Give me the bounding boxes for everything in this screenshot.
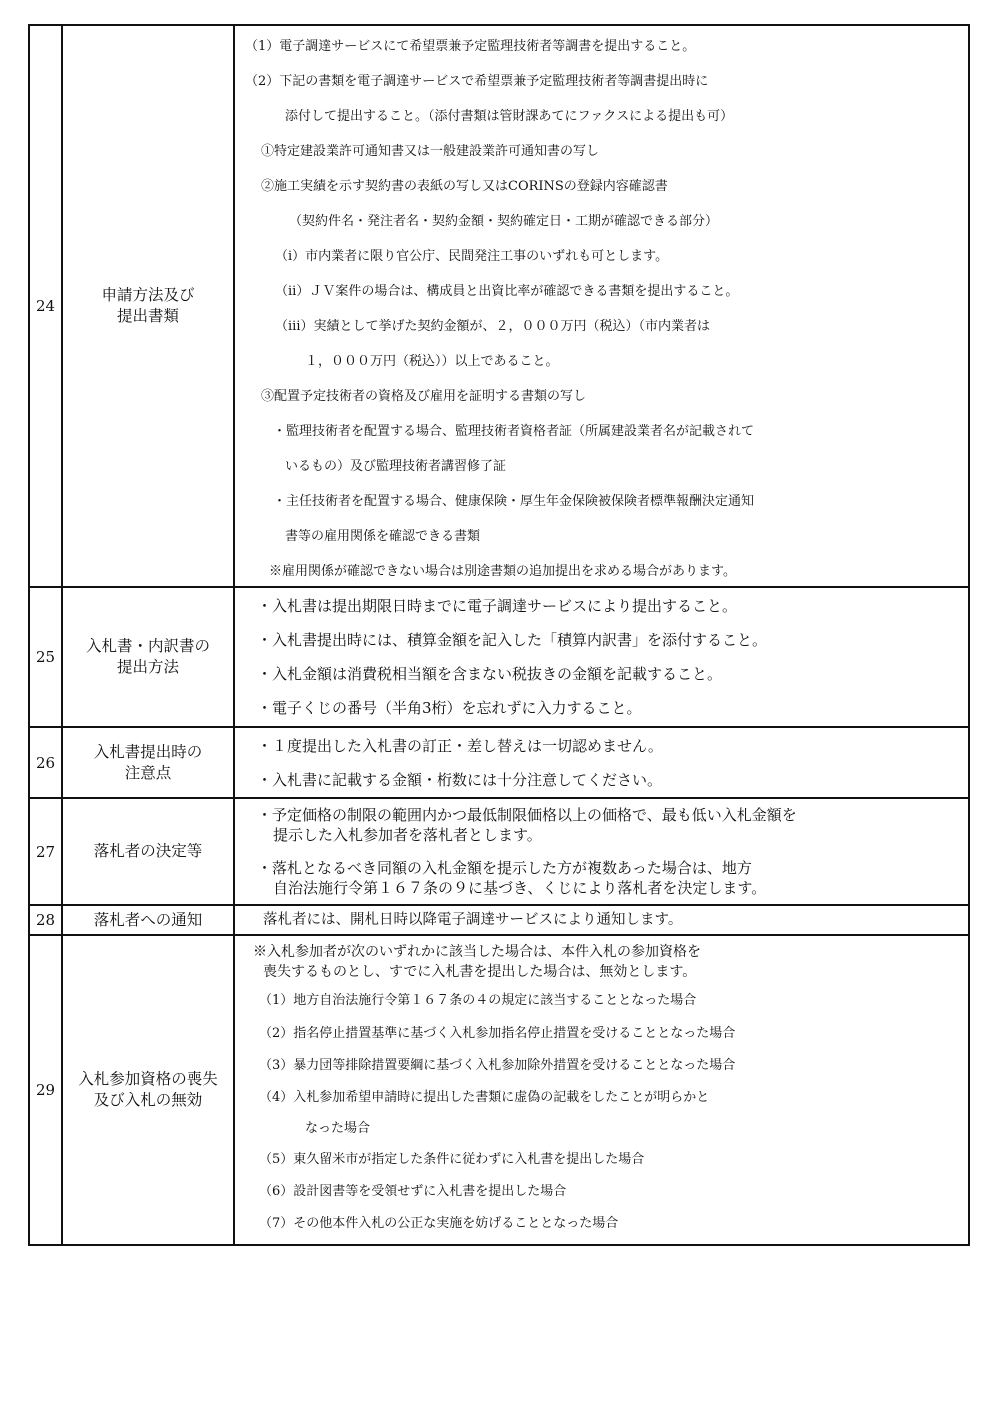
body-line: なった場合 <box>305 1121 371 1136</box>
body-line: （ⅰ）市内業者に限り官公庁、民間発注工事のいずれも可とします。 <box>275 249 669 264</box>
body-line: （6）設計図書等を受領せずに入札書を提出した場合 <box>259 1184 567 1199</box>
table-row <box>29 587 969 727</box>
row-item <box>62 798 234 905</box>
body-line: （2）下記の書類を電子調達サービスで希望票兼予定監理技術者等調書提出時に <box>245 74 709 89</box>
row-item <box>62 587 234 727</box>
item-label-line: 入札書提出時の <box>93 742 203 761</box>
table-row <box>29 935 969 1245</box>
row-body <box>234 905 969 935</box>
item-label-line: 提出方法 <box>116 658 179 676</box>
body-line: ②施工実績を示す契約書の表紙の写し又はCORINSの登録内容確認書 <box>261 179 668 194</box>
body-line: （4）入札参加希望申請時に提出した書類に虚偽の記載をしたことが明らかと <box>259 1090 710 1105</box>
body-line: ・電子くじの番号（半角3桁）を忘れずに入力すること。 <box>257 699 642 717</box>
item-label-line: 注意点 <box>124 763 172 782</box>
body-line: ・入札書は提出期限日時までに電子調達サービスにより提出すること。 <box>257 597 738 615</box>
body-line: （7）その他本件入札の公正な実施を妨げることとなった場合 <box>259 1216 619 1231</box>
item-label-line: 入札書・内訳書の <box>85 637 210 655</box>
body-line: ・予定価格の制限の範囲内かつ最低制限価格以上の価格で、最も低い入札金額を <box>257 806 797 824</box>
body-line: ①特定建設業許可通知書又は一般建設業許可通知書の写し <box>261 144 600 159</box>
body-line: ・１度提出した入札書の訂正・差し替えは一切認めません。 <box>257 736 663 755</box>
row-body <box>234 587 969 727</box>
body-line: （3）暴力団等排除措置要綱に基づく入札参加除外措置を受けることとなった場合 <box>259 1058 736 1073</box>
item-label-line: 及び入札の無効 <box>93 1091 203 1109</box>
body-line: ※入札参加者が次のいずれかに該当した場合は、本件入札の参加資格を <box>253 944 701 960</box>
body-line: （1）地方自治法施行令第１６７条の４の規定に該当することとなった場合 <box>259 993 697 1008</box>
body-line: １，０００万円（税込））以上であること。 <box>305 354 559 369</box>
item-label-line: 落札者への通知 <box>93 910 203 929</box>
body-line: （契約件名・発注者名・契約金額・契約確定日・工期が確認できる部分） <box>289 214 719 229</box>
row-item <box>62 905 234 935</box>
table-row <box>29 798 969 905</box>
table-row <box>29 727 969 798</box>
body-line: （5）東久留米市が指定した条件に従わずに入札書を提出した場合 <box>259 1152 645 1167</box>
row-item <box>62 727 234 798</box>
body-line: ・監理技術者を配置する場合、監理技術者資格者証（所属建設業者名が記載されて <box>273 424 755 439</box>
body-line: ・入札書に記載する金額・桁数には十分注意してください。 <box>257 770 663 789</box>
conditions-table <box>28 24 970 1246</box>
item-label-line: 入札参加資格の喪失 <box>78 1070 218 1088</box>
row-item <box>62 935 234 1245</box>
row-body <box>234 798 969 905</box>
item-label-line: 提出書類 <box>116 307 179 325</box>
row-item <box>62 25 234 587</box>
body-line: （ⅲ）実績として挙げた契約金額が、２，０００万円（税込）（市内業者は <box>275 319 710 334</box>
body-line: ・入札金額は消費税相当額を含まない税抜きの金額を記載すること。 <box>257 665 723 683</box>
table-row <box>29 905 969 935</box>
row-body <box>234 935 969 1245</box>
body-line: ③配置予定技術者の資格及び雇用を証明する書類の写し <box>261 389 587 404</box>
body-line: （1）電子調達サービスにて希望票兼予定監理技術者等調書を提出すること。 <box>245 39 696 54</box>
body-line: 自治法施行令第１６７条の９に基づき、くじにより落札者を決定します。 <box>273 879 767 897</box>
body-line: （2）指名停止措置基準に基づく入札参加指名停止措置を受けることとなった場合 <box>259 1026 736 1041</box>
body-line: 書等の雇用関係を確認できる書類 <box>285 529 481 544</box>
row-number: 24 <box>29 25 62 587</box>
row-number: 25 <box>29 587 62 727</box>
row-number: 26 <box>29 727 62 798</box>
body-line: ・入札書提出時には、積算金額を記入した「積算内訳書」を添付すること。 <box>257 631 768 649</box>
row-number: 28 <box>29 905 62 935</box>
row-number: 27 <box>29 798 62 905</box>
item-label-line: 申請方法及び <box>101 286 195 304</box>
body-line: 喪失するものとし、すでに入札書を提出した場合は、無効とします。 <box>263 964 697 980</box>
body-line: ・落札となるべき同額の入札金額を提示した方が複数あった場合は、地方 <box>257 859 752 877</box>
table-row <box>29 25 969 587</box>
row-body <box>234 727 969 798</box>
body-line: （ⅱ）ＪＶ案件の場合は、構成員と出資比率が確認できる書類を提出すること。 <box>275 284 739 299</box>
body-line: ※雇用関係が確認できない場合は別途書類の追加提出を求める場合があります。 <box>269 564 736 579</box>
row-number: 29 <box>29 935 62 1245</box>
body-line: 提示した入札参加者を落札者とします。 <box>273 826 542 844</box>
body-line: 添付して提出すること。（添付書類は管財課あてにファクスによる提出も可） <box>285 109 734 124</box>
body-line: ・主任技術者を配置する場合、健康保険・厚生年金保険被保険者標準報酬決定通知 <box>273 494 755 509</box>
row-body <box>234 25 969 587</box>
body-line: いるもの）及び監理技術者講習修了証 <box>285 459 507 474</box>
body-line: 落札者には、開札日時以降電子調達サービスにより通知します。 <box>263 912 683 928</box>
item-label-line: 落札者の決定等 <box>93 842 203 860</box>
